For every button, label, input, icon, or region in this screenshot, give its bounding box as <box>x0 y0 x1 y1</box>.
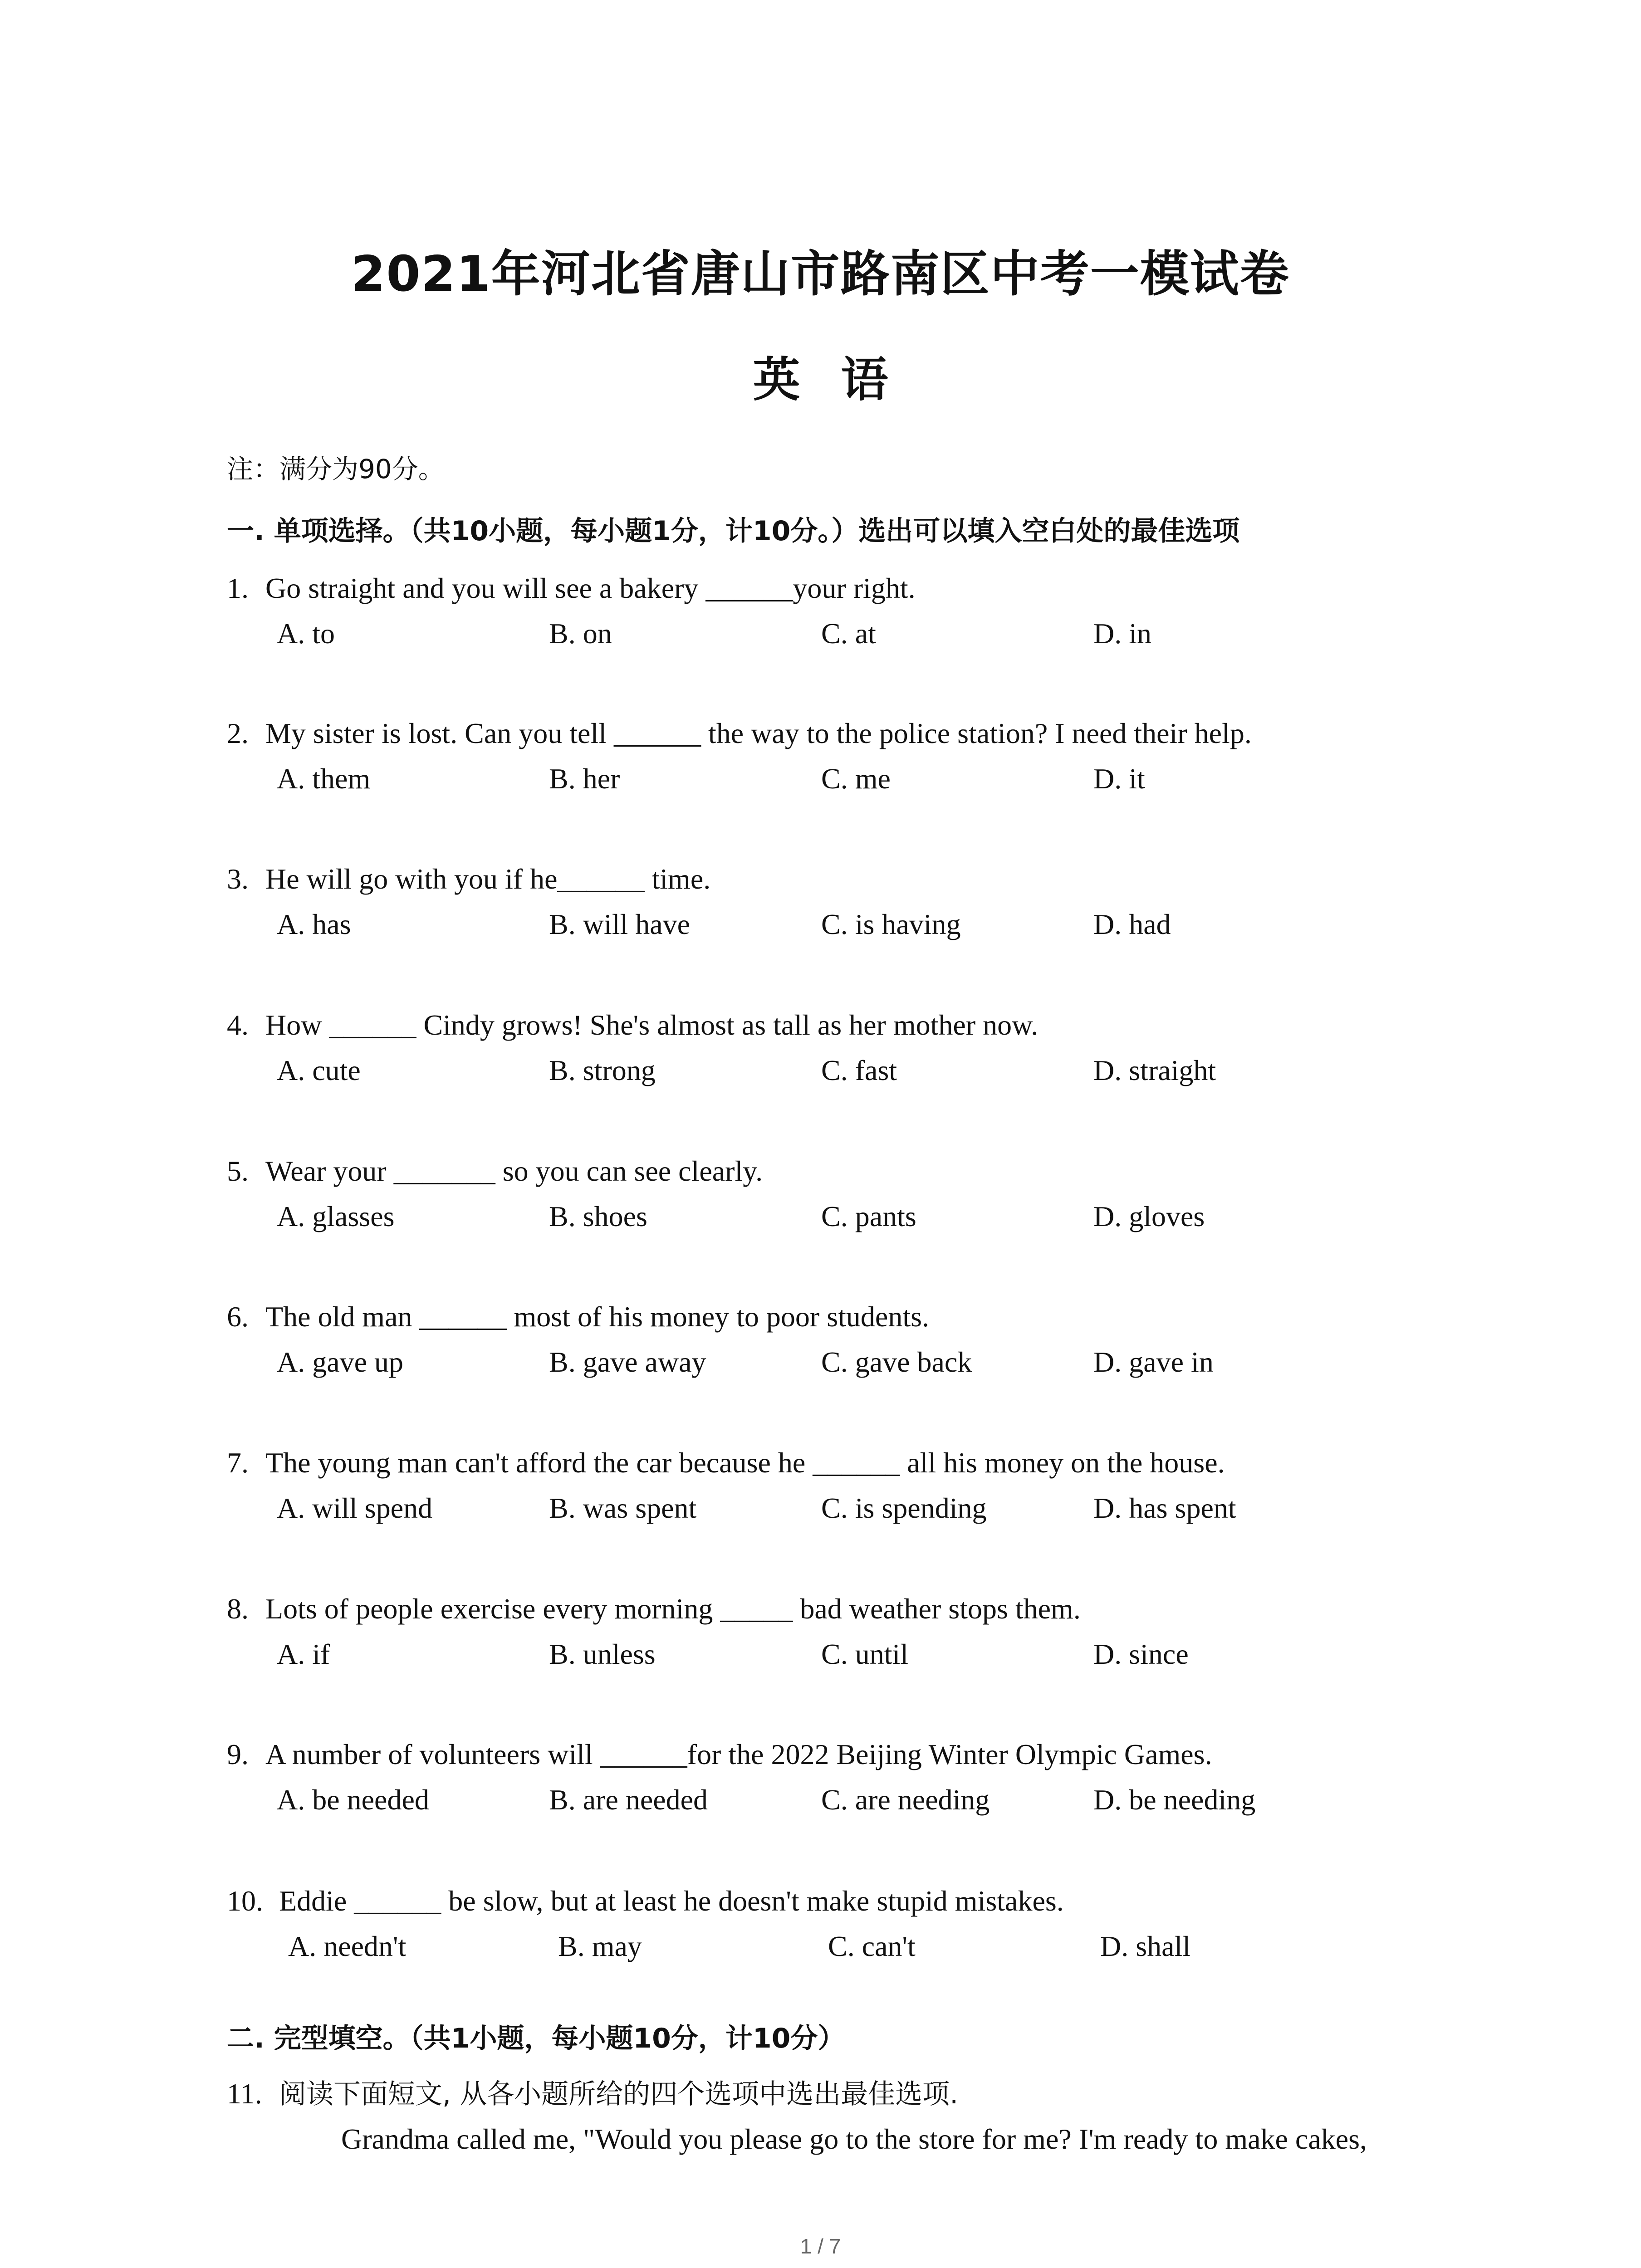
question-text: Wear your _______ so you can see clearly. <box>265 1155 763 1187</box>
option-a: A. to <box>277 617 335 650</box>
option-c: C. can't <box>828 1930 916 1962</box>
question-7 <box>227 1440 1452 1531</box>
option-row <box>227 1339 1452 1385</box>
question-6 <box>227 1294 1452 1385</box>
option-c: C. me <box>821 763 891 795</box>
option-c: C. is having <box>821 908 961 940</box>
option-d: D. gloves <box>1093 1200 1205 1232</box>
option-a: A. them <box>277 763 371 795</box>
question-text: A number of volunteers will ______for the 2022 Beijing Winter Olympic Games. <box>265 1738 1212 1770</box>
question-stem <box>227 1732 1452 1777</box>
option-d: D. be needing <box>1093 1784 1256 1816</box>
question-stem <box>227 1002 1452 1048</box>
option-row <box>227 1486 1452 1531</box>
question-text: Lots of people exercise every morning _____ bad weather stops them. <box>265 1593 1081 1625</box>
cloze-passage-line: Grandma called me, "Would you please go to the store for me? I'm ready to make cakes, <box>341 2123 1367 2155</box>
option-b: B. strong <box>549 1054 656 1086</box>
option-c: C. until <box>821 1638 909 1670</box>
option-c: C. are needing <box>821 1784 990 1816</box>
option-a: A. cute <box>277 1054 361 1086</box>
option-row <box>227 756 1452 802</box>
option-c: C. gave back <box>821 1346 972 1378</box>
section-1-heading: 一. 单项选择。（共10小题，每小题1分，计10分。）选出可以填入空白处的最佳选项 <box>227 515 1240 547</box>
question-stem <box>227 566 1452 611</box>
exam-title: 2021年河北省唐山市路南区中考一模试卷 <box>351 246 1290 303</box>
question-number: 4. <box>227 1009 249 1041</box>
question-stem <box>227 1149 1452 1194</box>
question-number: 2. <box>227 717 249 749</box>
option-b: B. will have <box>549 908 691 940</box>
question-text: He will go with you if he______ time. <box>265 863 711 895</box>
exam-subject: 英语 <box>753 352 929 407</box>
option-b: B. her <box>549 763 620 795</box>
option-d: D. straight <box>1093 1054 1216 1086</box>
question-number: 1. <box>227 572 249 604</box>
option-a: A. gave up <box>277 1346 404 1378</box>
question-number: 10. <box>227 1885 263 1917</box>
question-5 <box>227 1149 1452 1239</box>
question-number: 7. <box>227 1447 249 1479</box>
question-text: How ______ Cindy grows! She's almost as tall as her mother now. <box>265 1009 1038 1041</box>
question-10 <box>227 1878 1452 1969</box>
option-d: D. since <box>1093 1638 1189 1670</box>
question-stem <box>227 711 1452 756</box>
option-c: C. is spending <box>821 1492 987 1524</box>
option-d: D. had <box>1093 908 1171 940</box>
option-d: D. it <box>1093 763 1145 795</box>
option-row <box>227 611 1452 656</box>
question-text: Eddie ______ be slow, but at least he doesn't make stupid mistakes. <box>279 1885 1064 1917</box>
option-c: C. at <box>821 617 876 650</box>
option-row <box>227 1048 1452 1093</box>
option-b: B. shoes <box>549 1200 647 1232</box>
question-stem <box>227 1294 1452 1339</box>
question-3 <box>227 856 1452 947</box>
option-a: A. will spend <box>277 1492 433 1524</box>
question-number: 11. <box>227 2077 262 2110</box>
option-a: A. if <box>277 1638 330 1670</box>
option-d: D. gave in <box>1093 1346 1214 1378</box>
option-b: B. may <box>558 1930 642 1962</box>
option-a: A. needn't <box>288 1930 407 1962</box>
option-b: B. are needed <box>549 1784 708 1816</box>
question-8 <box>227 1586 1452 1677</box>
question-stem <box>227 1440 1452 1486</box>
option-d: D. has spent <box>1093 1492 1236 1524</box>
question-number: 9. <box>227 1738 249 1770</box>
option-row <box>227 1777 1452 1823</box>
question-9 <box>227 1732 1452 1823</box>
section-2-heading: 二. 完型填空。（共1小题，每小题10分，计10分） <box>227 2023 845 2054</box>
option-a: A. glasses <box>277 1200 395 1232</box>
option-b: B. on <box>549 617 612 650</box>
question-text: My sister is lost. Can you tell ______ the way to the police station? I need their help. <box>265 717 1252 749</box>
question-number: 3. <box>227 863 249 895</box>
option-d: D. shall <box>1100 1930 1191 1962</box>
option-c: C. pants <box>821 1200 916 1232</box>
instruction-text: 阅读下面短文, 从各小题所给的四个选项中选出最佳选项. <box>279 2078 959 2110</box>
option-c: C. fast <box>821 1054 897 1086</box>
option-a: A. has <box>277 908 351 940</box>
question-number: 6. <box>227 1300 249 1333</box>
option-a: A. be needed <box>277 1784 429 1816</box>
question-text: Go straight and you will see a bakery ______your right. <box>265 572 916 604</box>
option-d: D. in <box>1093 617 1151 650</box>
option-row <box>227 902 1452 947</box>
question-2 <box>227 711 1452 802</box>
option-row <box>227 1632 1452 1677</box>
option-b: B. gave away <box>549 1346 706 1378</box>
option-row <box>227 1924 1452 1969</box>
page-number: 1 / 7 <box>800 2234 841 2258</box>
option-row <box>227 1194 1452 1239</box>
question-stem <box>227 856 1452 902</box>
option-b: B. unless <box>549 1638 656 1670</box>
option-b: B. was spent <box>549 1492 697 1524</box>
question-text: The young man can't afford the car because he ______ all his money on the house. <box>265 1447 1225 1479</box>
question-stem <box>227 1586 1452 1632</box>
question-number: 8. <box>227 1593 249 1625</box>
score-note: 注：满分为90分。 <box>227 454 445 484</box>
question-4 <box>227 1002 1452 1093</box>
question-text: The old man ______ most of his money to poor students. <box>265 1300 929 1333</box>
question-number: 5. <box>227 1155 249 1187</box>
question-stem <box>227 1878 1452 1924</box>
cloze-instruction <box>227 2077 958 2112</box>
question-1 <box>227 566 1452 656</box>
